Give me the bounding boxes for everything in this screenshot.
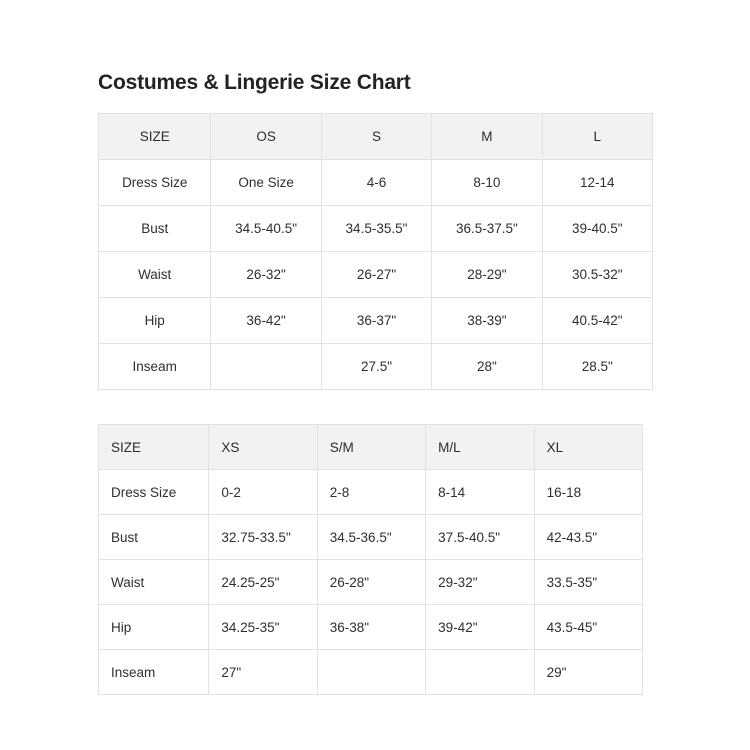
table-cell: 42-43.5" [534, 515, 642, 560]
table-cell: 28.5" [542, 344, 652, 390]
table-row [99, 605, 643, 650]
size-chart-table-one [98, 113, 653, 390]
table-cell: 26-32" [211, 252, 321, 298]
table-header-row [99, 425, 643, 470]
table-cell: 8-14 [426, 470, 534, 515]
table-cell: 36.5-37.5" [432, 206, 542, 252]
table-cell: 38-39" [432, 298, 542, 344]
table-cell: 43.5-45" [534, 605, 642, 650]
column-header: S [321, 114, 431, 160]
row-label: Waist [99, 560, 209, 605]
table-row [99, 650, 643, 695]
table-cell: 34.25-35" [209, 605, 317, 650]
table-cell: 2-8 [317, 470, 425, 515]
row-label: Waist [99, 252, 211, 298]
row-label: Inseam [99, 344, 211, 390]
table-cell: 29" [534, 650, 642, 695]
table-cell: 34.5-36.5" [317, 515, 425, 560]
column-header: L [542, 114, 652, 160]
table-cell: 34.5-40.5" [211, 206, 321, 252]
table-cell [317, 650, 425, 695]
table-row [99, 560, 643, 605]
table-cell: 40.5-42" [542, 298, 652, 344]
table-cell: 4-6 [321, 160, 431, 206]
table-row [99, 515, 643, 560]
row-label: Bust [99, 515, 209, 560]
table-row [99, 344, 653, 390]
column-header: S/M [317, 425, 425, 470]
column-header: SIZE [99, 425, 209, 470]
row-label: Hip [99, 298, 211, 344]
table-row [99, 160, 653, 206]
column-header: M/L [426, 425, 534, 470]
table-cell: 26-27" [321, 252, 431, 298]
table-cell: 28-29" [432, 252, 542, 298]
size-chart-table-two [98, 424, 643, 695]
table-header-row [99, 114, 653, 160]
row-label: Inseam [99, 650, 209, 695]
table-cell: 29-32" [426, 560, 534, 605]
row-label: Dress Size [99, 470, 209, 515]
column-header: SIZE [99, 114, 211, 160]
row-label: Dress Size [99, 160, 211, 206]
table-cell: 24.25-25" [209, 560, 317, 605]
table-row [99, 470, 643, 515]
table-cell: 39-42" [426, 605, 534, 650]
table-cell: 36-42" [211, 298, 321, 344]
table-cell: 26-28" [317, 560, 425, 605]
row-label: Hip [99, 605, 209, 650]
table-row [99, 298, 653, 344]
table-cell: 27" [209, 650, 317, 695]
table-cell: 36-37" [321, 298, 431, 344]
table-cell [211, 344, 321, 390]
table-cell: 37.5-40.5" [426, 515, 534, 560]
table-cell: 39-40.5" [542, 206, 652, 252]
table-row [99, 252, 653, 298]
table-cell: One Size [211, 160, 321, 206]
column-header: OS [211, 114, 321, 160]
table-cell: 0-2 [209, 470, 317, 515]
row-label: Bust [99, 206, 211, 252]
table-cell: 34.5-35.5" [321, 206, 431, 252]
column-header: XS [209, 425, 317, 470]
table-cell: 33.5-35" [534, 560, 642, 605]
table-cell [426, 650, 534, 695]
column-header: XL [534, 425, 642, 470]
table-row [99, 206, 653, 252]
table-cell: 27.5" [321, 344, 431, 390]
table-cell: 30.5-32" [542, 252, 652, 298]
column-header: M [432, 114, 542, 160]
table-cell: 16-18 [534, 470, 642, 515]
table-cell: 12-14 [542, 160, 652, 206]
table-cell: 28" [432, 344, 542, 390]
table-cell: 8-10 [432, 160, 542, 206]
table-cell: 36-38" [317, 605, 425, 650]
table-spacer [98, 390, 652, 424]
page-title: Costumes & Lingerie Size Chart [98, 71, 411, 94]
table-cell: 32.75-33.5" [209, 515, 317, 560]
